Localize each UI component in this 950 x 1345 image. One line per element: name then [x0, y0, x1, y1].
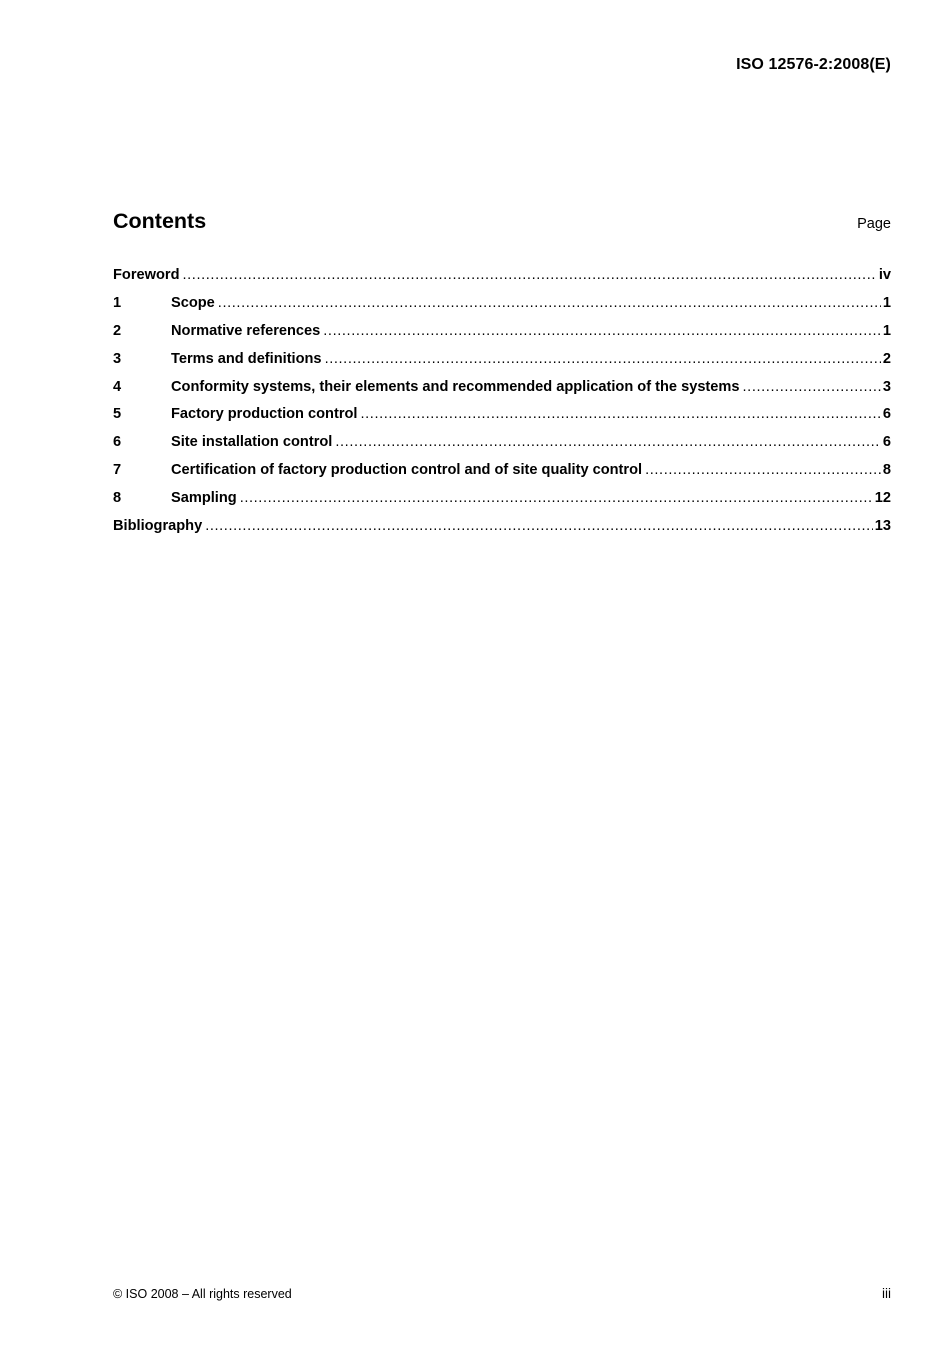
toc-entry-site-installation-control[interactable] — [113, 434, 891, 462]
dot-leader — [645, 462, 881, 478]
toc-entry-certification[interactable] — [113, 462, 891, 490]
toc-entry-number: 2 — [113, 322, 122, 339]
dot-leader — [360, 406, 880, 422]
toc-entry-title: Foreword — [113, 267, 180, 283]
toc-entry-number: 8 — [113, 490, 122, 507]
toc-entry-page: 12 — [874, 490, 891, 507]
toc-entry-number: 5 — [113, 406, 122, 423]
dot-leader — [182, 267, 876, 283]
dot-leader — [323, 323, 881, 339]
toc-entry-title: Certification of factory production control and of site quality control — [171, 462, 643, 479]
toc-entry-normative-references[interactable] — [113, 323, 891, 351]
dot-leader — [205, 518, 873, 534]
toc-entry-page: 6 — [882, 406, 891, 423]
toc-entry-number: 7 — [113, 462, 122, 479]
page-column-label: Page — [857, 216, 891, 232]
dot-leader — [325, 351, 881, 367]
toc-entry-title: Site installation control — [171, 434, 333, 451]
toc-entry-page: iv — [878, 267, 891, 283]
table-of-contents — [113, 267, 891, 546]
toc-entry-page: 1 — [882, 322, 891, 339]
toc-entry-terms-and-definitions[interactable] — [113, 351, 891, 379]
dot-leader — [335, 434, 881, 450]
toc-entry-page: 3 — [882, 378, 891, 395]
copyright-notice: © ISO 2008 – All rights reserved — [113, 1287, 292, 1301]
document-identifier: ISO 12576-2:2008(E) — [736, 56, 891, 73]
toc-entry-number: 6 — [113, 434, 122, 451]
toc-entry-factory-production-control[interactable] — [113, 406, 891, 434]
toc-entry-scope[interactable] — [113, 295, 891, 323]
dot-leader — [743, 379, 881, 395]
toc-entry-page: 1 — [882, 294, 891, 311]
toc-entry-number: 3 — [113, 350, 122, 367]
toc-entry-number: 4 — [113, 378, 122, 395]
dot-leader — [218, 295, 881, 311]
page-number: iii — [882, 1286, 891, 1301]
toc-entry-foreword[interactable] — [113, 267, 891, 295]
toc-entry-title: Factory production control — [171, 406, 358, 423]
toc-entry-title: Sampling — [171, 490, 237, 507]
toc-entry-page: 6 — [882, 434, 891, 451]
toc-entry-number: 1 — [113, 294, 122, 311]
toc-entry-page: 8 — [882, 462, 891, 479]
toc-entry-title: Bibliography — [113, 518, 203, 535]
toc-entry-bibliography[interactable] — [113, 518, 891, 546]
toc-entry-page: 2 — [882, 350, 891, 367]
toc-entry-page: 13 — [874, 518, 891, 535]
toc-entry-title: Scope — [171, 294, 215, 311]
toc-entry-conformity-systems[interactable] — [113, 379, 891, 407]
toc-entry-title: Conformity systems, their elements and recommended application of the systems — [171, 378, 740, 395]
contents-heading: Contents — [113, 209, 207, 233]
toc-entry-title: Terms and definitions — [171, 350, 322, 367]
toc-entry-sampling[interactable] — [113, 490, 891, 518]
toc-entry-title: Normative references — [171, 322, 321, 339]
dot-leader — [240, 490, 873, 506]
